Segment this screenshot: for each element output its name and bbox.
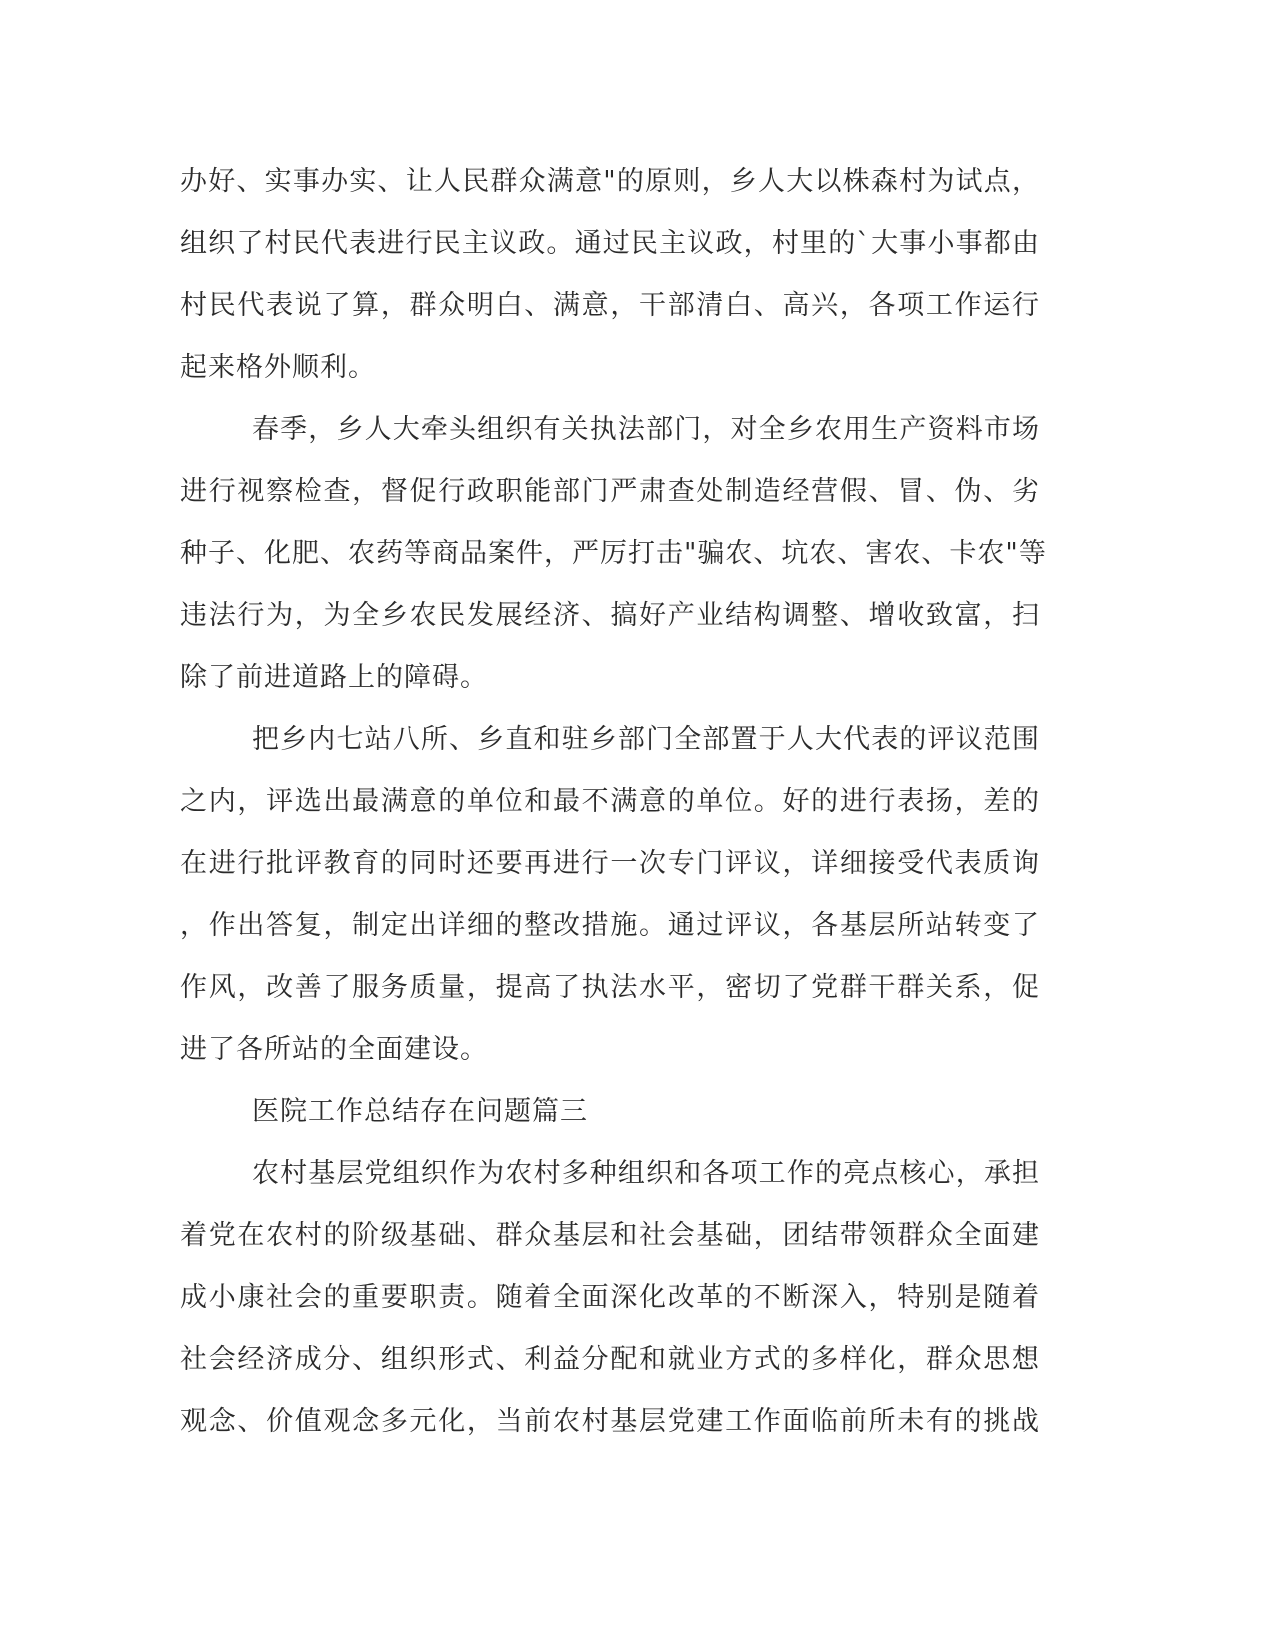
paragraph-line: 组织了村民代表进行民主议政。通过民主议政，村里的`大事小事都由 [180, 228, 1040, 259]
paragraph-line: 种子、化肥、农药等商品案件，严厉打击"骗农、坑农、害农、卡农"等 [180, 538, 1047, 569]
paragraph-line: 着党在农村的阶级基础、群众基层和社会基础，团结带领群众全面建 [180, 1220, 1040, 1251]
paragraph-line: 办好、实事办实、让人民群众满意"的原则，乡人大以株森村为试点， [180, 166, 1040, 197]
paragraph-line: 作风，改善了服务质量，提高了执法水平，密切了党群干群关系，促 [180, 972, 1040, 1003]
paragraph-line: 春季，乡人大牵头组织有关执法部门，对全乡农用生产资料市场 [252, 414, 1040, 445]
paragraph-line: 把乡内七站八所、乡直和驻乡部门全部置于人大代表的评议范围 [252, 724, 1040, 755]
paragraph-line: 除了前进道路上的障碍。 [180, 662, 488, 693]
document-body [180, 151, 1047, 1453]
paragraph-line: 进行视察检查，督促行政职能部门严肃查处制造经营假、冒、伪、劣 [180, 476, 1040, 507]
paragraph-line: ，作出答复，制定出详细的整改措施。通过评议，各基层所站转变了 [180, 910, 1040, 941]
paragraph-line: 村民代表说了算，群众明白、满意，干部清白、高兴，各项工作运行 [180, 290, 1040, 321]
paragraph-line: 成小康社会的重要职责。随着全面深化改革的不断深入，特别是随着 [180, 1282, 1040, 1313]
paragraph-line: 起来格外顺利。 [180, 352, 376, 383]
paragraph-line: 进了各所站的全面建设。 [180, 1034, 488, 1065]
paragraph-line: 农村基层党组织作为农村多种组织和各项工作的亮点核心，承担 [252, 1158, 1040, 1189]
paragraph-line: 观念、价值观念多元化，当前农村基层党建工作面临前所未有的挑战 [180, 1406, 1040, 1437]
section-heading: 医院工作总结存在问题篇三 [252, 1096, 588, 1127]
paragraph-line: 违法行为，为全乡农民发展经济、搞好产业结构调整、增收致富，扫 [180, 600, 1040, 631]
paragraph-line: 之内，评选出最满意的单位和最不满意的单位。好的进行表扬，差的 [180, 786, 1040, 817]
paragraph-line: 在进行批评教育的同时还要再进行一次专门评议，详细接受代表质询 [180, 848, 1040, 879]
paragraph-line: 社会经济成分、组织形式、利益分配和就业方式的多样化，群众思想 [180, 1344, 1040, 1375]
